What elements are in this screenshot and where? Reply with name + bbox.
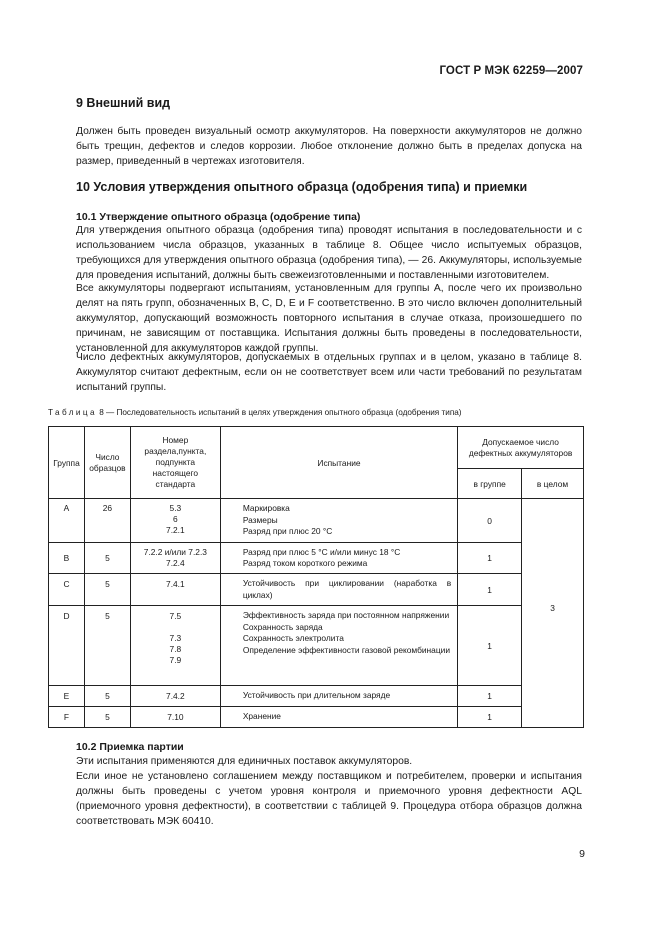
row-defects: 1	[458, 686, 522, 707]
test-name: Устойчивость при циклировании (наработка в циклах)	[242, 578, 452, 600]
table-row	[49, 707, 584, 728]
table-caption-word: Таблица	[48, 408, 97, 417]
header-total: в целом	[522, 469, 584, 499]
row-defects: 1	[458, 574, 522, 606]
table-row	[49, 606, 584, 686]
test-name: Разряд током короткого режима	[242, 558, 368, 568]
row-defects: 0	[458, 499, 522, 543]
subsection-10-1-paragraph-1: Для утверждения опытного образца (одобрения типа) проводят испытания в последовательности и с использованием числа образцов, указанных в таблице 8. Общее число испытуемых образцов, требующихся для утверждения опытного образца (одобрения типа), — 26. Аккумуляторы, используемые для проведения испытаний, должны быть свежеизготовленными и поставленными изготовителем.	[76, 225, 582, 281]
row-clauses	[130, 606, 220, 686]
clause: 7.2.4	[166, 558, 185, 568]
test-name: Сохранность электролита	[242, 633, 344, 643]
header-group: Группа	[49, 427, 85, 499]
row-group: B	[49, 543, 85, 574]
row-tests	[220, 574, 457, 606]
row-group: C	[49, 574, 85, 606]
row-tests	[220, 707, 457, 728]
row-defects: 1	[458, 606, 522, 686]
row-clauses	[130, 543, 220, 574]
row-samples: 5	[84, 686, 130, 707]
test-name: Эффективность заряда при постоянном напряжении	[242, 610, 450, 620]
header-clause: Номер раздела,пункта, подпункта настоящего стандарта	[130, 427, 220, 499]
subsection-10-2-paragraph-1: Эти испытания применяются для единичных поставок аккумуляторов.	[76, 756, 413, 767]
row-samples: 5	[84, 543, 130, 574]
row-samples: 5	[84, 707, 130, 728]
section-9-title: 9 Внешний вид	[76, 96, 171, 110]
table-row	[49, 686, 584, 707]
clause: 7.8	[169, 644, 182, 654]
row-defects: 1	[458, 707, 522, 728]
header-in-group: в группе	[458, 469, 522, 499]
clause: 7.10	[167, 712, 184, 722]
table-8	[48, 426, 584, 728]
subsection-10-1-paragraph-3: Число дефектных аккумуляторов, допускаемых в отдельных группах и в целом, указано в таблице 8. Аккумулятор считают дефектным, если он не соответствует всем или части требований по результатам испытаний группы.	[76, 352, 582, 393]
test-name: Размеры	[242, 514, 278, 525]
section-10-title: 10 Условия утверждения опытного образца (одобрения типа) и приемки	[76, 180, 528, 194]
table-caption-text: 8 — Последовательность испытаний в целях утверждения опытного образца (одобрения типа)	[99, 408, 462, 417]
row-samples: 5	[84, 606, 130, 686]
clause: 7.4.2	[166, 691, 185, 701]
subsection-10-1-title: 10.1 Утверждение опытного образца (одобрение типа)	[76, 211, 361, 223]
row-tests	[220, 543, 457, 574]
test-name: Хранение	[242, 711, 281, 722]
test-name: Устойчивость при длительном заряде	[242, 690, 391, 701]
row-group: F	[49, 707, 85, 728]
clause: 7.3	[169, 633, 182, 643]
clause: 7.4.1	[166, 579, 185, 589]
subsection-10-1-paragraph-2: Все аккумуляторы подвергают испытаниям, установленным для группы А, после чего их произвольно делят на пять групп, обозначенных В, С, D, Е и F соответственно. В это число включен дополнительный аккумулятор, допускающий возможность повторного испытания в случае отказа, произошедшего по причинам, не зависящим от поставщика. Испытания должны быть проведены в последовательности, установленной для аккумуляторов каждой группы.	[76, 283, 582, 354]
table-row	[49, 574, 584, 606]
row-group: E	[49, 686, 85, 707]
clause: 7.2.2 и/или 7.2.3	[143, 547, 207, 557]
row-clauses	[130, 499, 220, 543]
test-name: Разряд при плюс 20 °С	[242, 526, 333, 536]
test-name: Сохранность заряда	[242, 621, 323, 632]
clause: 6	[173, 514, 178, 524]
row-clauses	[130, 574, 220, 606]
row-clauses	[130, 686, 220, 707]
clause: 7.2.1	[166, 525, 185, 535]
clause: 7.9	[169, 655, 182, 665]
clause: 5.3	[169, 503, 182, 513]
header-allowed-defects: Допускаемое число дефектных аккумуляторов	[458, 427, 584, 469]
total-defects: 3	[522, 499, 584, 728]
table-8-caption	[48, 408, 462, 417]
clause: 7.5	[169, 611, 182, 621]
row-clauses	[130, 707, 220, 728]
test-name: Определение эффективности газовой рекомбинации	[242, 644, 450, 655]
page-number: 9	[579, 848, 585, 860]
row-group: A	[49, 499, 85, 543]
row-samples: 5	[84, 574, 130, 606]
table-row	[49, 543, 584, 574]
row-samples: 26	[84, 499, 130, 543]
row-group: D	[49, 606, 85, 686]
subsection-10-2-title: 10.2 Приемка партии	[76, 741, 184, 753]
row-tests	[220, 686, 457, 707]
test-name: Маркировка	[242, 503, 290, 513]
section-9-text: Должен быть проведен визуальный осмотр аккумуляторов. На поверхности аккумуляторов не должно быть трещин, дефектов и следов коррозии. Любое отклонение должно быть в пределах допуска на размер, приведенный в чертежах изготовителя.	[76, 126, 582, 167]
header-test: Испытание	[220, 427, 457, 499]
header-samples: Число образцов	[84, 427, 130, 499]
row-tests	[220, 499, 457, 543]
standard-header: ГОСТ Р МЭК 62259—2007	[439, 65, 583, 77]
table-row	[49, 499, 584, 543]
test-name: Разряд при плюс 5 °С и/или минус 18 °С	[242, 546, 401, 557]
subsection-10-2-paragraph-2: Если иное не установлено соглашением между поставщиком и потребителем, проверки и испытания должны быть проведены с учетом уровня контроля и приемочного уровня дефектности AQL (приемочного уровня дефектности), в соответствии с таблицей 9. Процедура отбора образцов должна соответствовать МЭК 60410.	[76, 771, 582, 827]
row-defects: 1	[458, 543, 522, 574]
row-tests	[220, 606, 457, 686]
